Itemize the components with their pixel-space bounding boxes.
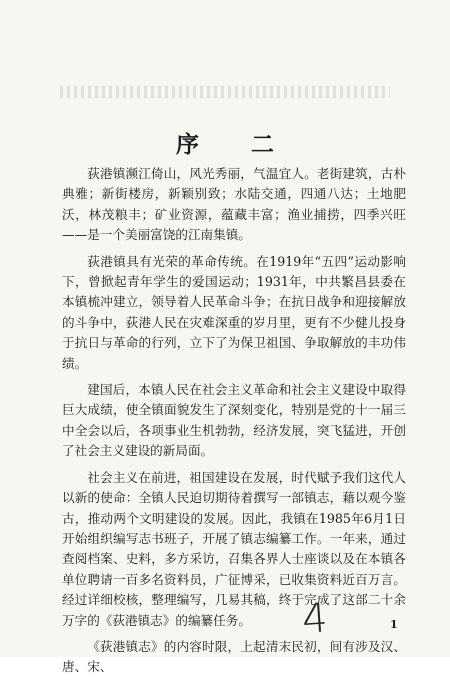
paragraph-3: 建国后，本镇人民在社会主义革命和社会主义建设中取得巨大成绩，使全镇面貌发生了深刻变化，特别是党的十一届三中全会以后，各项事业生机勃勃，经济发展，突飞猛进，开创了社会主义建设的新局面。 bbox=[62, 382, 406, 459]
page-title: 序 二 bbox=[175, 131, 296, 158]
paragraph-1: 荻港镇濒江倚山，风光秀丽，气温宜人。老街建筑，古朴典雅；新街楼房，新颖别致；水陆交通，四通八达；土地肥沃，林茂粮丰；矿业资源，蕴藏丰富；渔业捕捞，四季兴旺——是一个美丽富饶的江南集镇。 bbox=[62, 166, 406, 243]
paragraph-4: 社会主义在前进，祖国建设在发展，时代赋予我们这代人以新的使命：全镇人民迫切期待着撰写一部镇志，藉以观今鉴古，推动两个文明建设的发展。因此，我镇在1985年6月1日开始组织编写志书班子，开展了镇志编纂工作。一年来，通过查阅档案、史料，多方采访，召集各界人士座谈以及在本镇各单位聘请一百多名资料员，广征博采，已收集资料近百万言。经过详细校核，整理编写，几易其稿，终于完成了这部二十余万字的《荻港镇志》的编纂任务。 bbox=[62, 469, 406, 628]
paragraph-2: 荻港镇具有光荣的革命传统。在1919年“五四”运动影响下，曾掀起青年学生的爱国运动；1931年，中共繁昌县委在本镇梳冲建立，领导着人民革命斗争；在抗日战争和迎接解放的斗争中，荻港人民在灾难深重的岁月里，更有不少健儿投身于抗日与革命的行列，立下了为保卫祖国、争取解放的丰功伟绩。 bbox=[62, 253, 406, 371]
paragraph-5: 《荻港镇志》的内容时限，上起清末民初，间有涉及汉、唐、宋、 bbox=[62, 638, 406, 675]
bleed-through-text bbox=[60, 86, 390, 98]
page-number: 1 bbox=[390, 618, 398, 631]
body-text bbox=[62, 164, 406, 684]
handwritten-number: 4 bbox=[300, 595, 330, 643]
